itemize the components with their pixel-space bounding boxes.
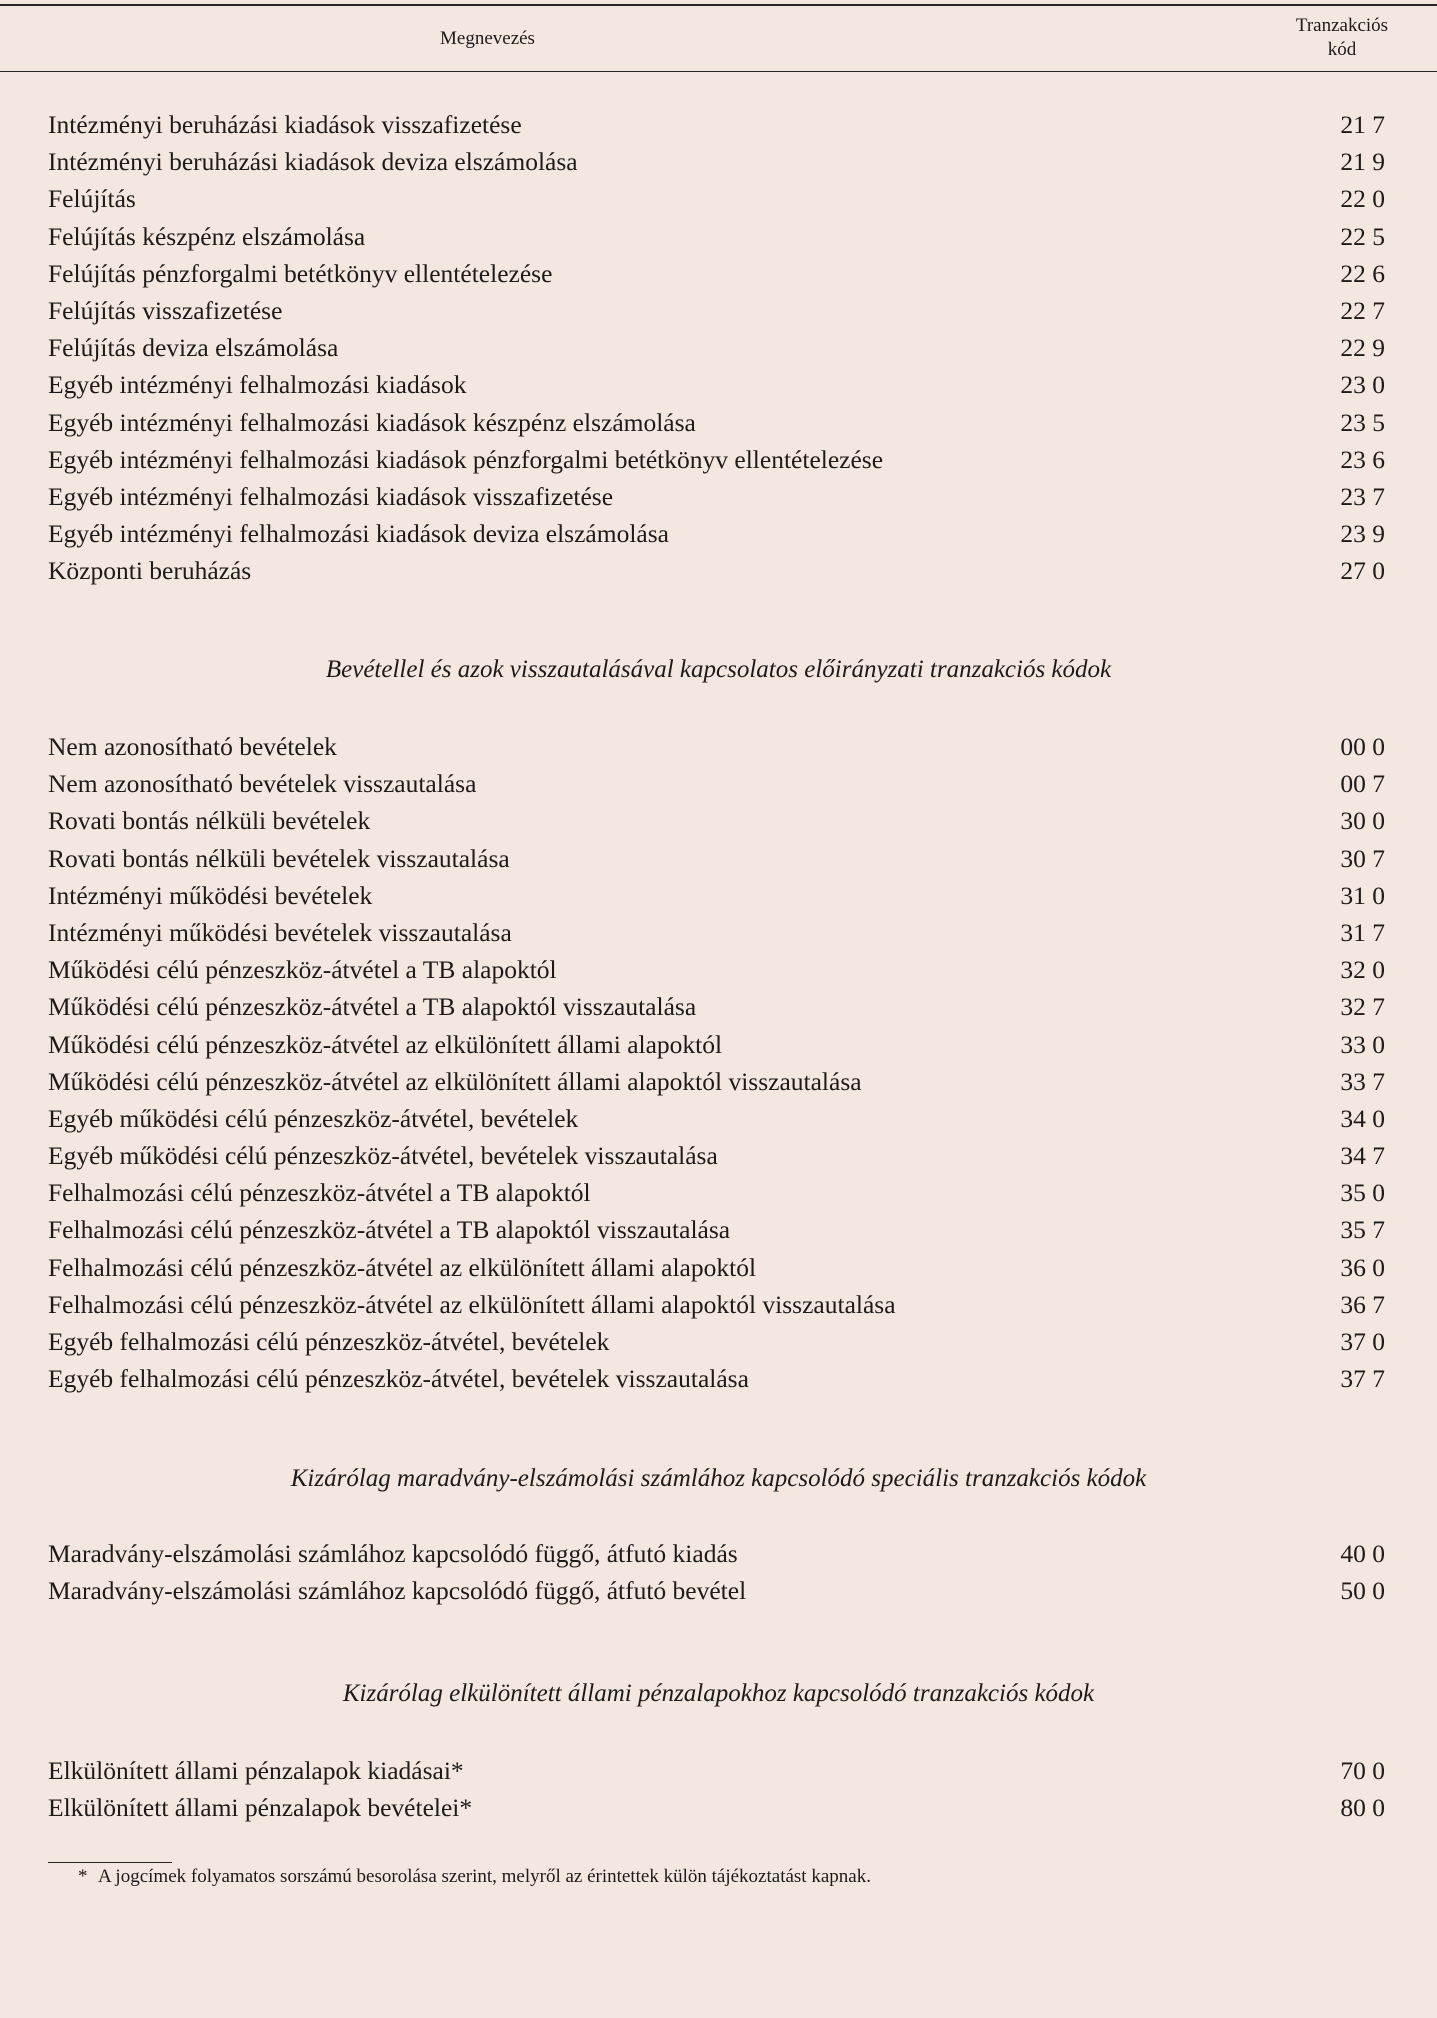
row-code: 34 0 [1340, 1103, 1385, 1133]
row-name: Intézményi működési bevételek [48, 880, 373, 910]
row-name: Elkülönített állami pénzalapok kiadásai* [48, 1756, 464, 1785]
table-row [0, 1137, 1437, 1174]
table-row [0, 840, 1437, 877]
table-row [0, 143, 1437, 180]
row-name: Felhalmozási célú pénzeszköz-átvétel a TB alapoktól [48, 1178, 591, 1208]
table-row [0, 1286, 1437, 1323]
row-code: 37 7 [1340, 1364, 1385, 1394]
table-row [0, 1752, 1437, 1789]
row-code: 22 5 [1340, 221, 1385, 251]
row-name: Felhalmozási célú pénzeszköz-átvétel a TB alapoktól visszautalása [48, 1215, 731, 1245]
table-row [0, 292, 1437, 329]
table-row [0, 1249, 1437, 1286]
row-code: 21 7 [1340, 110, 1385, 139]
row-name: Egyéb felhalmozási célú pénzeszköz-átvétel, bevételek [48, 1327, 610, 1356]
row-code: 23 0 [1340, 370, 1385, 400]
table-row [0, 180, 1437, 217]
row-name: Működési célú pénzeszköz-átvétel az elkülönített állami alapoktól [48, 1029, 723, 1059]
row-name: Rovati bontás nélküli bevételek visszautalása [48, 843, 510, 873]
row-name: Működési célú pénzeszköz-átvétel a TB alapoktól [48, 955, 557, 985]
row-code: 36 7 [1340, 1289, 1385, 1319]
row-name: Központi beruházás [48, 556, 252, 586]
row-code: 22 7 [1340, 295, 1385, 325]
footnote-text: A jogcímek folyamatos sorszámú besorolása szerint, melyről az érintettek külön tájékoztatást kapnak. [98, 1866, 871, 1887]
row-code: 21 9 [1340, 147, 1385, 177]
row-name: Felújítás készpénz elszámolása [48, 221, 366, 251]
row-code: 30 0 [1340, 806, 1385, 836]
table-row [0, 106, 1437, 143]
table-row [0, 1323, 1437, 1360]
section-title-state-funds: Kizárólag elkülönített állami pénzalapokhoz kapcsolódó tranzakciós kódok [342, 1680, 1095, 1707]
row-code: 23 6 [1340, 444, 1385, 474]
row-code: 36 0 [1340, 1252, 1385, 1282]
row-code: 23 7 [1340, 481, 1385, 511]
column-header-name: Megnevezés [440, 28, 535, 49]
row-code: 37 0 [1340, 1327, 1385, 1356]
row-code: 23 5 [1340, 407, 1385, 437]
row-code: 35 0 [1340, 1178, 1385, 1208]
row-code: 31 7 [1340, 917, 1385, 947]
row-name: Felhalmozási célú pénzeszköz-átvétel az elkülönített állami alapoktól [48, 1252, 757, 1282]
table-row [0, 802, 1437, 839]
row-code: 22 9 [1340, 333, 1385, 363]
row-code: 32 7 [1340, 992, 1385, 1022]
row-name: Egyéb intézményi felhalmozási kiadások pénzforgalmi betétkönyv ellentételezése [48, 444, 884, 474]
row-code: 27 0 [1340, 556, 1385, 586]
table-row [0, 914, 1437, 951]
top-rule [0, 4, 1437, 6]
row-name: Felújítás [48, 184, 136, 214]
row-code: 34 7 [1340, 1141, 1385, 1171]
section-title-revenue: Bevétellel és azok visszautalásával kapcsolatos előirányzati tranzakciós kódok [325, 656, 1112, 683]
row-code: 00 7 [1340, 769, 1385, 799]
row-code: 40 0 [1340, 1539, 1385, 1568]
footnote [78, 1866, 871, 1888]
row-code: 80 0 [1340, 1793, 1385, 1823]
row-code: 33 0 [1340, 1029, 1385, 1059]
section-residual [0, 1535, 1437, 1609]
row-name: Egyéb működési célú pénzeszköz-átvétel, bevételek [48, 1103, 579, 1133]
table-row [0, 1063, 1437, 1100]
column-header-code [1290, 14, 1394, 62]
row-name: Egyéb intézményi felhalmozási kiadások [48, 370, 467, 400]
section-state-funds [0, 1752, 1437, 1826]
header-rule [0, 71, 1437, 72]
table-row [0, 951, 1437, 988]
section-revenue [0, 728, 1437, 1397]
row-name: Intézményi működési bevételek visszautalása [48, 917, 512, 947]
column-header-code-line1: Tranzakciós [1295, 15, 1389, 36]
table-row [0, 515, 1437, 552]
row-name: Felújítás pénzforgalmi betétkönyv ellentételezése [48, 258, 553, 288]
table-row [0, 1360, 1437, 1397]
table-row [0, 1211, 1437, 1248]
section-title-residual: Kizárólag maradvány-elszámolási számlához kapcsolódó speciális tranzakciós kódok [290, 1465, 1147, 1492]
table-row [0, 478, 1437, 515]
row-name: Egyéb intézményi felhalmozási kiadások visszafizetése [48, 481, 614, 511]
row-name: Nem azonosítható bevételek [48, 732, 337, 761]
row-code: 32 0 [1340, 955, 1385, 985]
row-name: Intézményi beruházási kiadások visszafizetése [48, 110, 522, 139]
table-row [0, 1789, 1437, 1826]
row-code: 50 0 [1340, 1576, 1385, 1606]
row-code: 35 7 [1340, 1215, 1385, 1245]
footnote-marker: * [78, 1866, 88, 1887]
table-row [0, 988, 1437, 1025]
row-name: Elkülönített állami pénzalapok bevételei* [48, 1793, 473, 1823]
row-name: Egyéb működési célú pénzeszköz-átvétel, bevételek visszautalása [48, 1141, 718, 1171]
row-code: 00 0 [1340, 732, 1385, 761]
row-name: Intézményi beruházási kiadások deviza elszámolása [48, 147, 578, 177]
row-name: Nem azonosítható bevételek visszautalása [48, 769, 477, 799]
row-code: 30 7 [1340, 843, 1385, 873]
table-row [0, 218, 1437, 255]
table-row [0, 329, 1437, 366]
row-name: Egyéb intézményi felhalmozási kiadások deviza elszámolása [48, 519, 669, 549]
table-row [0, 765, 1437, 802]
row-name: Egyéb intézményi felhalmozási kiadások készpénz elszámolása [48, 407, 696, 437]
row-code: 22 6 [1340, 258, 1385, 288]
table-row [0, 255, 1437, 292]
row-code: 23 9 [1340, 519, 1385, 549]
table-row [0, 404, 1437, 441]
row-name: Rovati bontás nélküli bevételek [48, 806, 371, 836]
table-row [0, 1026, 1437, 1063]
row-name: Felhalmozási célú pénzeszköz-átvétel az elkülönített állami alapoktól visszautalása [48, 1289, 896, 1319]
table-row [0, 1100, 1437, 1137]
row-name: Működési célú pénzeszköz-átvétel az elkülönített állami alapoktól visszautalása [48, 1066, 862, 1096]
table-row [0, 552, 1437, 589]
row-code: 70 0 [1340, 1756, 1385, 1785]
table-row [0, 1535, 1437, 1572]
table-row [0, 728, 1437, 765]
table-row [0, 366, 1437, 403]
column-header-code-line2: kód [1327, 39, 1357, 60]
row-name: Felújítás visszafizetése [48, 295, 283, 325]
table-row [0, 441, 1437, 478]
row-name: Maradvány-elszámolási számlához kapcsolódó függő, átfutó kiadás [48, 1539, 738, 1568]
table-row [0, 1572, 1437, 1609]
row-name: Felújítás deviza elszámolása [48, 333, 339, 363]
row-code: 31 0 [1340, 880, 1385, 910]
footnote-rule [48, 1862, 172, 1863]
table-row [0, 877, 1437, 914]
row-name: Működési célú pénzeszköz-átvétel a TB alapoktól visszautalása [48, 992, 697, 1022]
row-name: Egyéb felhalmozási célú pénzeszköz-átvétel, bevételek visszautalása [48, 1364, 749, 1394]
section-expenditure [0, 106, 1437, 589]
row-code: 22 0 [1340, 184, 1385, 214]
row-code: 33 7 [1340, 1066, 1385, 1096]
row-name: Maradvány-elszámolási számlához kapcsolódó függő, átfutó bevétel [48, 1576, 747, 1606]
table-row [0, 1174, 1437, 1211]
